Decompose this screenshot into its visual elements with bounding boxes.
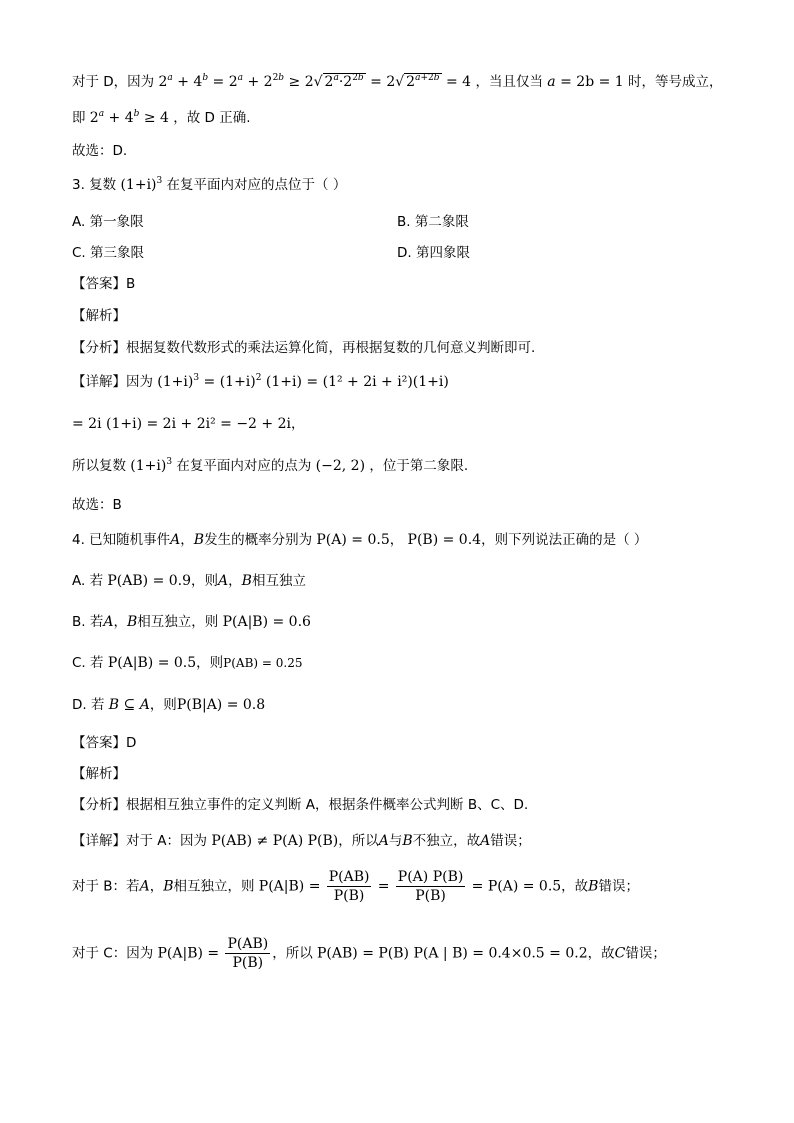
q3-option-c[interactable]: C. 第三象限 [72,245,145,261]
text: ，则 [191,573,219,589]
math-var: A [170,532,181,548]
math-var: C [614,945,626,962]
q2-choose: 故选：D. [72,143,128,159]
answer-label: 【答案】 [72,276,126,292]
q4-fenxi [72,795,528,815]
text: ，故 D 正确. [173,110,251,126]
math-complex: $(1+i)^3$ [130,457,173,474]
math: B ⊆ A [108,697,150,713]
math: P(A|B) = 0.6 [222,614,311,630]
text: ，则下列说法正确的是（ ） [481,532,648,548]
q3-fenxi [72,338,535,358]
text: 因为 [126,374,153,390]
math-var: A [378,833,389,849]
text: ， [389,532,404,548]
q2-line-1 [72,72,723,92]
q3-xiangjie-line-1 [72,372,449,392]
text: 时，等号成立， [628,74,723,90]
fraction: $\frac{P(AB)}{P(B)}$ [227,936,269,971]
text: 3. 复数 [72,177,117,193]
text: 相互独立 [251,573,306,589]
text: 对于 D，因为 [72,74,155,90]
math-pb: P(B) = 0.4 [407,532,482,548]
q3-xiangjie-line-2 [72,414,304,434]
text: 相互独立，则 [173,878,255,895]
text: 相互独立，则 [137,614,219,630]
text: ， [290,416,305,432]
math-var: B [402,833,413,849]
text: 发生的概率分别为 [204,532,313,548]
q4-stem [72,530,647,550]
q3-answer [72,274,135,294]
math-var: B [126,614,138,630]
text: 对于 C：因为 [72,945,154,962]
text: ，则 [196,655,224,671]
xiangjie-label: 【详解】 [72,374,126,390]
math: P(AB) = P(B) P(A | B) = 0.4×0.5 = 0.2 [317,945,588,962]
text: A. 若 [72,573,104,589]
math-var: B [588,878,599,895]
math: P(AB) = 0.25 [223,656,303,670]
text: 即 [72,110,86,126]
text: 在复平面内对应的点位于（ ） [166,177,347,193]
math: P(B|A) = 0.8 [176,697,266,713]
q3-option-b[interactable]: B. 第二象限 [397,214,469,230]
q4-xiangjie-c [72,935,666,972]
math-complex: $(1+i)^3$ [120,176,163,193]
text: ，故 [561,878,589,895]
q4-option-a[interactable] [72,571,306,591]
math: P(AB) = 0.9 [107,573,192,589]
math-var: A [218,573,229,589]
text: ， [228,573,242,589]
math: P(AB) ≠ P(A) P(B) [211,833,339,849]
text: 在复平面内对应的点为 [176,458,312,474]
text: ， [113,614,127,630]
math-inequality: $2^a + 4^b = 2^a + 2^{2b} \ge 2√$ $2^a\cdot 2^{2b} = 2√$ $2^{a+2b} = 4$ [158,73,476,90]
text: ， [149,878,164,895]
q3-option-d[interactable]: D. 第四象限 [397,245,470,261]
text: ，当且仅当 [475,74,543,90]
answer-value: D [126,735,137,751]
math-var: A [103,614,114,630]
fraction: $\frac{P(AB)}{P(B)}$ [328,869,370,904]
text: 错误； [598,878,639,895]
math-var: A [139,878,150,895]
answer-value: B [126,276,136,292]
math-var: A [480,833,491,849]
text: D. 若 [72,697,105,713]
q3-conclusion [72,456,468,476]
math-var: B [193,532,205,548]
q3-option-a[interactable]: A. 第一象限 [72,214,144,230]
q3-choose: 故选：B [72,497,122,513]
q3-stem [72,175,346,195]
math-result: $2^a + 4^b \ge 4$ [89,109,169,126]
text: 所以复数 [72,458,126,474]
text: ，所以 [272,945,313,962]
fenxi-label: 【分析】 [72,797,126,813]
q2-line-2 [72,108,251,128]
text: 错误； [490,833,531,849]
text: 对于 B：若 [72,878,140,895]
text: 对于 A：因为 [126,833,208,849]
fenxi-text: 根据相互独立事件的定义判断 A，根据条件概率公式判断 B、C、D. [126,797,529,813]
text: ，则 [149,697,177,713]
math: P(A|B) = [157,945,220,962]
math: P(A|B) = [258,878,321,895]
math: = [377,878,390,895]
math-var: B [163,878,174,895]
fenxi-text: 根据复数代数形式的乘法运算化简，再根据复数的几何意义判断即可. [126,340,536,356]
text: 不独立，故 [412,833,481,849]
math: P(A|B) = 0.5 [107,655,197,671]
q4-analysis-label: 【解析】 [72,766,126,782]
math-condition: a = 2b = 1 [547,74,624,90]
fenxi-label: 【分析】 [72,340,126,356]
text: ，故 [587,945,615,962]
text: 4. 已知随机事件 [72,532,171,548]
text: ，位于第二象限. [369,458,469,474]
text: B. 若 [72,614,104,630]
q4-option-b[interactable] [72,612,311,632]
q4-option-c[interactable] [72,653,303,673]
math-var: B [241,573,252,589]
answer-label: 【答案】 [72,735,126,751]
math: = P(A) = 0.5 [471,878,562,895]
fraction: $\frac{P(A) P(B)}{P(B)}$ [397,869,464,904]
text: 与 [388,833,403,849]
math-point: (−2, 2) [315,458,366,474]
text: C. 若 [72,655,104,671]
q4-option-d[interactable] [72,695,265,715]
q3-analysis-label: 【解析】 [72,308,126,324]
math-expansion: $(1+i)^3 = (1+i)^2$ (1+i) = (1² + 2i + i²)(1+i) [157,373,449,390]
text: 错误； [625,945,666,962]
math-pa: P(A) = 0.5 [316,532,390,548]
q4-xiangjie-a [72,831,531,851]
q4-xiangjie-b [72,868,639,905]
xiangjie-label: 【详解】 [72,833,126,849]
text: ， [180,532,194,548]
math-line: = 2i (1+i) = 2i + 2i² = −2 + 2i [72,416,291,432]
q4-answer [72,733,136,753]
text: ，所以 [338,833,379,849]
